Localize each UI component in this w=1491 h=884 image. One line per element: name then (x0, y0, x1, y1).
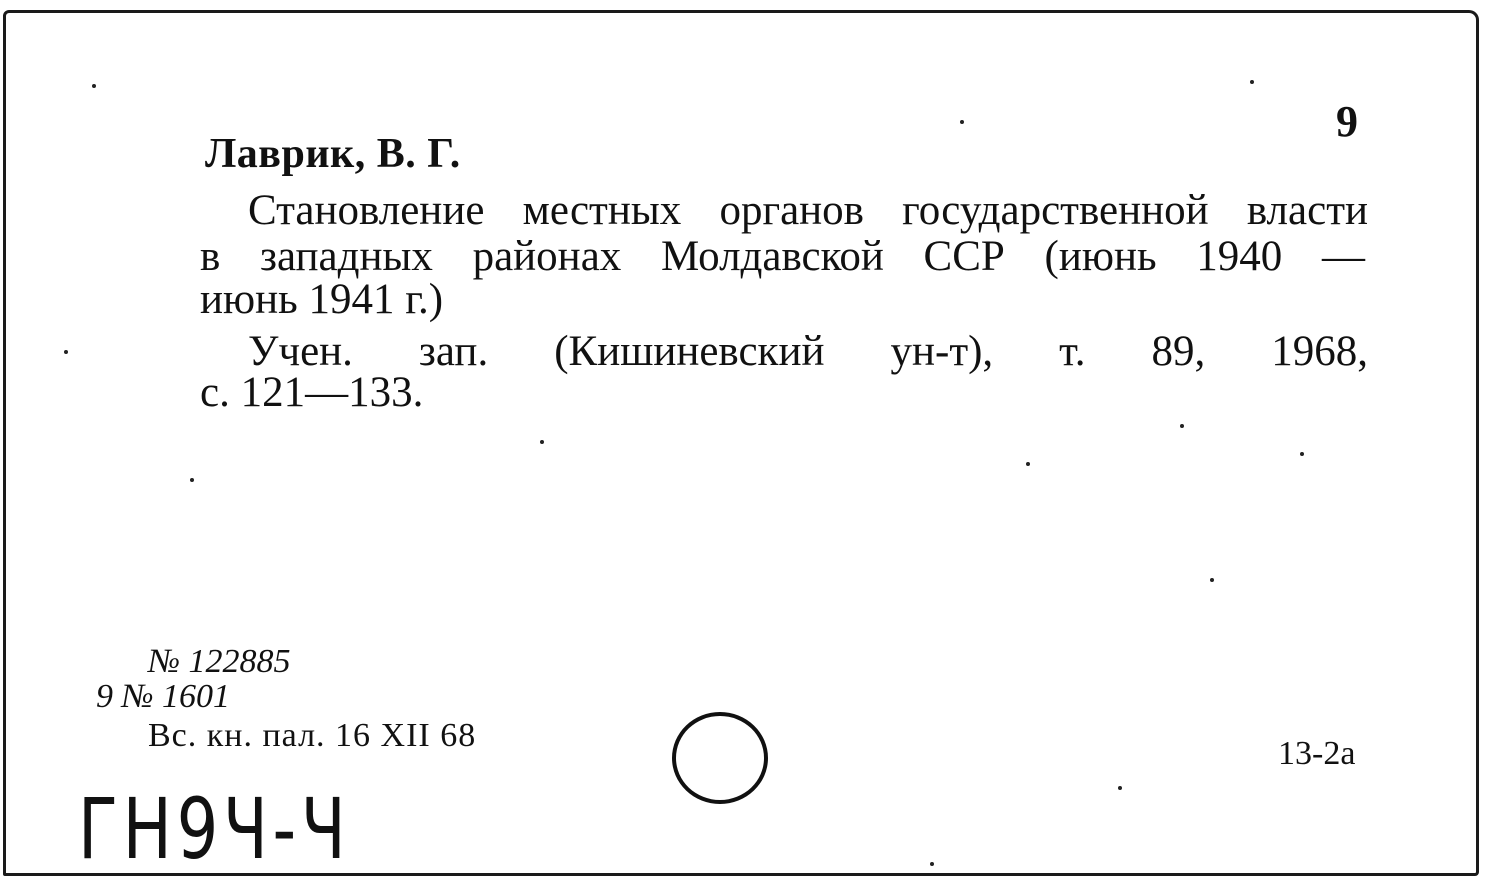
ink-speck (1300, 452, 1304, 456)
punch-hole (672, 712, 768, 804)
ink-speck (930, 862, 934, 866)
handwritten-code: ГН9Ч-Ч (78, 780, 351, 878)
chamber-stamp: Вс. кн. пал. 16 XII 68 (148, 717, 477, 754)
ink-speck (960, 120, 964, 124)
source-line-1: Учен. зап. (Кишиневский ун-т), т. 89, 1968, (248, 328, 1368, 375)
title-line-1: Становление местных органов государственной власти (248, 187, 1368, 234)
ink-speck (1180, 424, 1184, 428)
author-name: Лаврик, В. Г. (205, 131, 461, 177)
ink-speck (190, 478, 194, 482)
ink-speck (1118, 786, 1122, 790)
ink-speck (1026, 462, 1030, 466)
title-line-3: июнь 1941 г.) (200, 276, 444, 323)
ink-speck (64, 350, 68, 354)
card-number: 9 (1336, 97, 1358, 146)
ink-speck (540, 440, 544, 444)
card-serial-number: 9 № 1601 (96, 678, 231, 715)
source-line-2: с. 121—133. (200, 369, 424, 416)
ink-speck (92, 84, 96, 88)
title-line-2: в западных районах Молдавской ССР (июнь 1940 — (200, 233, 1365, 280)
registration-number: № 122885 (148, 643, 291, 680)
ink-speck (1250, 80, 1254, 84)
ink-speck (1210, 578, 1214, 582)
shelf-code: 13-2а (1278, 735, 1356, 772)
